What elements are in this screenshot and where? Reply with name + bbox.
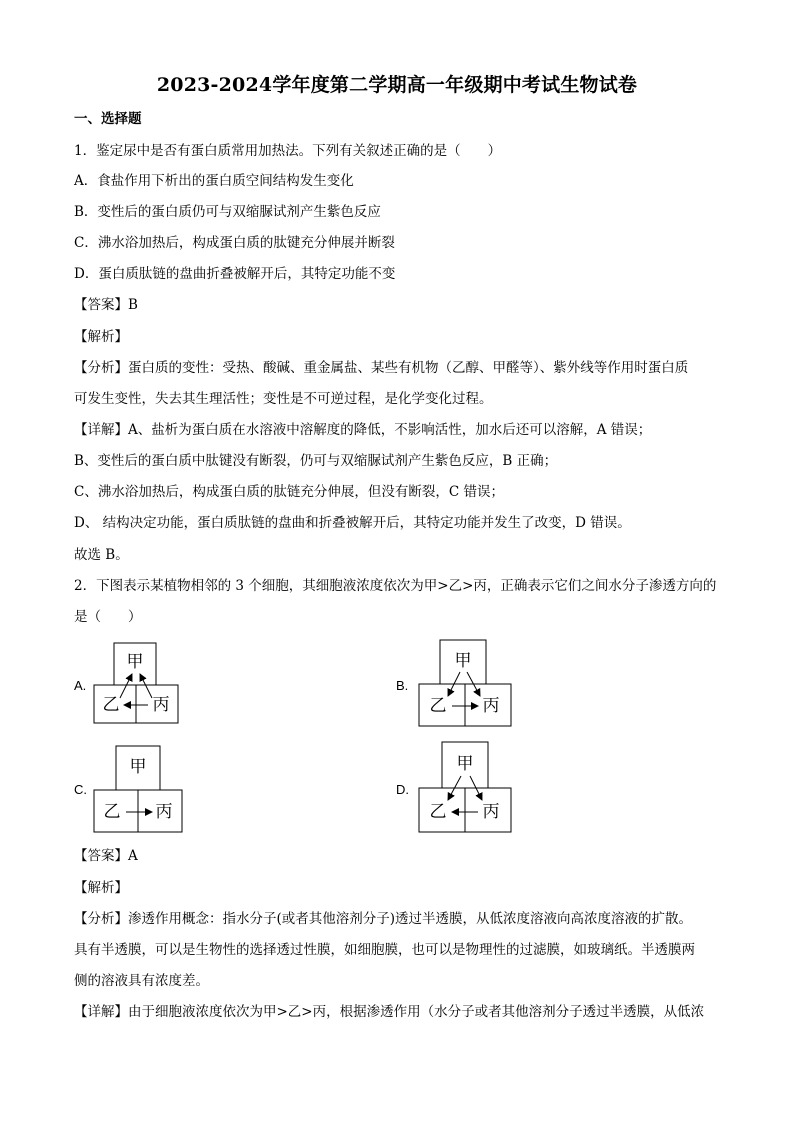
cell-right-label: 丙 [482,696,500,716]
q2-option-a-diagram [90,640,185,725]
q1-detail-line: B、变性后的蛋白质中肽键没有断裂，仍可与双缩脲试剂产生紫色反应，B 正确； [74,453,558,469]
section-heading: 一、选择题 [74,111,142,127]
q2-analysis-heading: 【解析】 [74,880,128,896]
q2-option-d-diagram [414,738,514,836]
cell-left-label: 乙 [429,696,447,716]
q1-answer: 【答案】B [74,297,138,313]
q1-detail-line: D、 结构决定功能，蛋白质肽链的盘曲和折叠被解开后，其特定功能并发生了改变，D 错误。 [74,515,631,531]
cell-left-label: 乙 [103,802,121,822]
arrow-left-to-top [120,674,132,698]
q2-option-c-diagram [90,742,186,836]
cell-right-label: 丙 [155,802,173,822]
cell-left-label: 乙 [429,802,447,822]
q1-option-b: B．变性后的蛋白质仍可与双缩脲试剂产生紫色反应 [74,204,381,220]
q1-option-a: A．食盐作用下析出的蛋白质空间结构发生变化 [74,173,354,189]
q2-option-b-label: B. [396,678,409,693]
q2-stem: 是（ ） [74,609,142,625]
page-title: 2023-2024学年度第二学期高一年级期中考试生物试卷 [156,74,638,96]
q1-detail-line: 【详解】A、盐析为蛋白质在水溶液中溶解度的降低，不影响活性，加水后还可以溶解，A 错误； [74,422,652,438]
q2-analysis-line: 具有半透膜，可以是生物性的选择透过性膜，如细胞膜，也可以是物理性的过滤膜，如玻璃纸。半透膜两 [74,942,695,958]
cell-top-label: 甲 [129,757,147,777]
q1-analysis-line: 可发生变性，失去其生理活性；变性是不可逆过程，是化学变化过程。 [74,391,493,407]
cell-top-label: 甲 [126,652,144,672]
q1-option-d: D．蛋白质肽链的盘曲折叠被解开后，其特定功能不变 [74,266,396,282]
cell-right-label: 丙 [152,695,170,715]
q1-conclusion: 故选 B。 [74,547,129,563]
cell-top-label: 甲 [456,754,474,774]
q2-option-c-label: C. [74,782,87,797]
q2-detail-line: 【详解】由于细胞液浓度依次为甲>乙>丙，根据渗透作用（水分子或者其他溶剂分子透过半透膜，从低浓 [74,1004,705,1020]
q2-option-b-diagram [414,636,514,728]
q2-answer: 【答案】A [74,848,138,864]
q1-detail-line: C、沸水浴加热后，构成蛋白质的肽链充分伸展，但没有断裂，C 错误； [74,484,504,500]
cell-top-label: 甲 [454,651,472,671]
q1-option-c: C．沸水浴加热后，构成蛋白质的肽键充分伸展并断裂 [74,235,395,251]
q2-option-d-label: D. [396,782,409,797]
q2-analysis-line: 侧的溶液具有浓度差。 [74,973,209,989]
cell-left-label: 乙 [102,695,120,715]
q1-analysis-line: 【分析】蛋白质的变性：受热、酸碱、重金属盐、某些有机物（乙醇、甲醛等）、紫外线等作用时蛋白质 [74,360,689,376]
q1-stem: 1．鉴定尿中是否有蛋白质常用加热法。下列有关叙述正确的是（ ） [74,143,502,159]
q2-analysis-line: 【分析】渗透作用概念：指水分子(或者其他溶剂分子)透过半透膜，从低浓度溶液向高浓度溶液的扩散。 [74,911,693,927]
arrow-right-to-top [140,674,152,698]
q2-stem: 2．下图表示某植物相邻的 3 个细胞，其细胞液浓度依次为甲>乙>丙，正确表示它们之间水分子渗透方向的 [74,578,717,594]
q1-analysis-heading: 【解析】 [74,329,128,345]
cell-right-label: 丙 [482,802,500,822]
q2-option-a-label: A. [74,678,87,693]
